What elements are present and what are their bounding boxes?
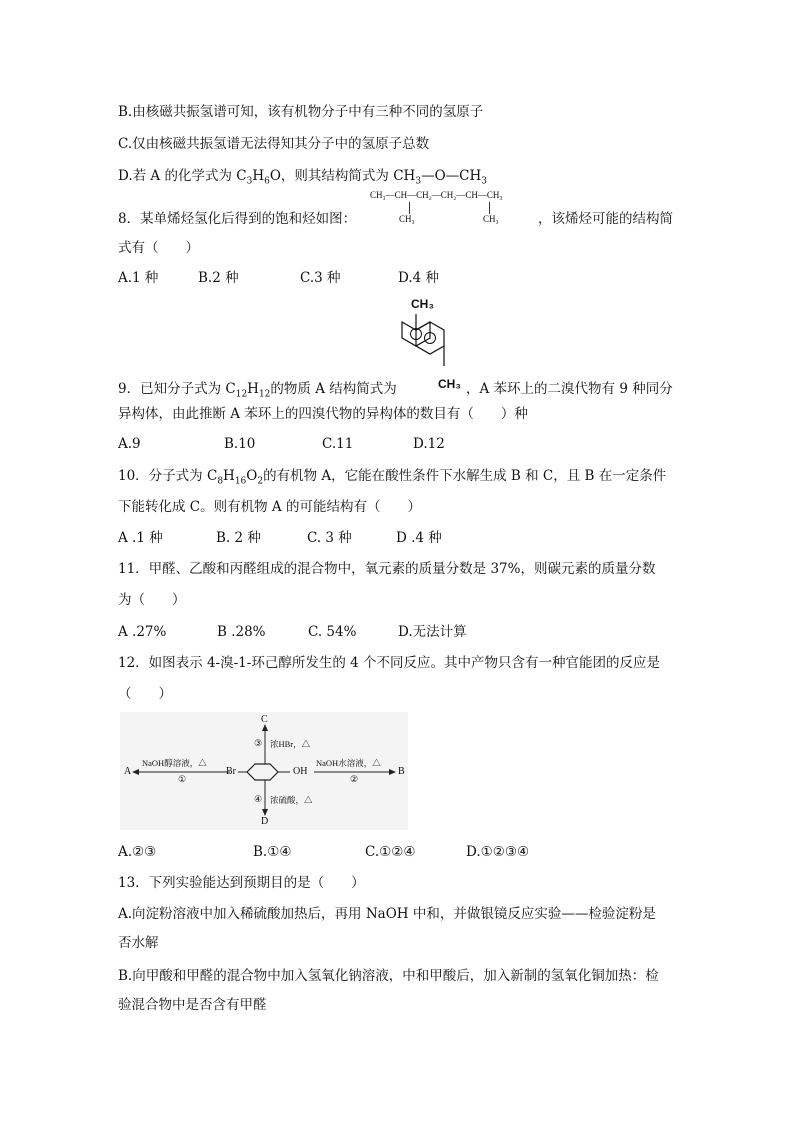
q12-product-d: D xyxy=(261,816,269,827)
q9-option-d: D.12 xyxy=(413,436,445,452)
q9-option-a: A.9 xyxy=(118,436,141,452)
q9-methyl-bottom: CH₃ xyxy=(438,377,461,391)
q12-reaction-arrows xyxy=(120,712,408,830)
q7-option-d: D.若 A 的化学式为 $C_3H_6O$，则其结构简式为 $CH_3—O—CH_3$ xyxy=(118,168,487,187)
q8-stem-line2: 式有（ ） xyxy=(118,240,199,256)
q12-reagent-1: NaOH醇溶液，△ xyxy=(142,758,207,768)
q12-option-c: C.①②④ xyxy=(365,844,416,860)
q8-bond-1 xyxy=(409,202,410,214)
q7-option-b: B.由核磁共振氢谱可知，该有机物分子中有三种不同的氢原子 xyxy=(118,104,484,120)
q8-branch-1: CH₃ xyxy=(399,214,415,224)
q13-option-a: A.向淀粉溶液中加入稀硫酸加热后，再用 NaOH 中和，并做银镜反应实验——检验淀粉是 xyxy=(118,906,656,922)
q12-number-2: ② xyxy=(350,774,359,784)
q12-product-c: C xyxy=(261,714,268,725)
q11-stem: 11．甲醛、乙酸和丙醛组成的混合物中，氧元素的质量分数是 37%，则碳元素的质量分数 xyxy=(118,561,656,577)
q11-option-a: A .27% xyxy=(118,624,167,640)
q12-number-1: ① xyxy=(178,774,187,784)
q13-option-b-line2: 验混合物中是否含有甲醛 xyxy=(118,997,267,1013)
q12-option-d: D.①②③④ xyxy=(466,844,530,860)
q12-number-4: ④ xyxy=(254,794,263,804)
q8-option-b: B.2 种 xyxy=(198,270,239,286)
q11-option-b: B .28% xyxy=(217,624,266,640)
q10-option-b: B. 2 种 xyxy=(216,530,261,546)
q12-product-a: A xyxy=(124,766,132,777)
q10-option-c: C. 3 种 xyxy=(307,530,352,546)
q9-option-c: C.11 xyxy=(322,436,354,452)
q12-option-b: B.①④ xyxy=(253,844,292,860)
q9-stem-post: ，A 苯环上的二溴代物有 9 种同分 xyxy=(466,381,673,397)
q11-option-c: C. 54% xyxy=(308,624,357,640)
q10-option-a: A .1 种 xyxy=(118,530,163,546)
q9-option-b: B.10 xyxy=(224,436,256,452)
q13-option-a-line2: 否水解 xyxy=(118,935,159,951)
q11-stem-line2: 为（ ） xyxy=(118,592,186,608)
q9-methyl-top: CH₃ xyxy=(411,297,434,311)
q12-bromo-group: Br xyxy=(226,766,236,777)
q8-stem-post: ，该烯烃可能的结构简 xyxy=(538,211,673,227)
q8-option-d: D.4 种 xyxy=(398,270,440,286)
q10-option-d: D .4 种 xyxy=(396,530,442,546)
q9-dimethylnaphthalene-structure xyxy=(396,292,476,392)
q8-option-a: A.1 种 xyxy=(118,270,159,286)
q8-bond-2 xyxy=(489,202,490,214)
q8-structure-formula xyxy=(370,190,540,230)
q9-stem-line2: 异构体，由此推断 A 苯环上的四溴代物的异构体的数目有（ ）种 xyxy=(118,406,528,422)
q10-stem-line2: 下能转化成 C。则有机物 A 的可能结构有（ ） xyxy=(118,499,421,515)
q12-hydroxyl-group: OH xyxy=(293,766,308,777)
q9-stem: 9．已知分子式为 $C_{12}H_{12}$的物质 A 结构简式为 xyxy=(118,381,397,400)
q8-branch-2: CH₃ xyxy=(483,214,499,224)
q12-reaction-diagram xyxy=(120,712,408,830)
q12-reagent-3: 浓HBr，△ xyxy=(270,739,311,749)
q13-option-b: B.向甲酸和甲醛的混合物中加入氢氧化钠溶液，中和甲酸后，加入新制的氢氧化铜加热：检 xyxy=(118,968,659,984)
q12-reagent-2: NaOH水溶液，△ xyxy=(316,758,381,768)
q12-number-3: ③ xyxy=(254,738,263,748)
q12-stem: 12．如图表示 4-溴-1-环己醇所发生的 4 个不同反应。其中产物只含有一种官能团的反应是 xyxy=(118,655,661,671)
q8-option-c: C.3 种 xyxy=(300,270,341,286)
q8-main-chain: CH₃—CH—CH₂—CH₂—CH—CH₃ xyxy=(370,190,503,200)
q10-stem: 10．分子式为 $C_8H_{16}O_2$的有机物 A，它能在酸性条件下水解生成 B 和 C，且 B 在一定条件 xyxy=(118,468,667,487)
q12-product-b: B xyxy=(398,766,405,777)
q7-option-c: C.仅由核磁共振氢谱无法得知其分子中的氢原子总数 xyxy=(118,136,430,152)
q12-option-a: A.②③ xyxy=(118,844,157,860)
q11-option-d: D.无法计算 xyxy=(398,624,467,640)
q12-reagent-4: 浓硫酸，△ xyxy=(270,795,313,805)
q12-stem-line2: （ ） xyxy=(118,686,172,702)
q8-stem: 8．某单烯烃氢化后得到的饱和烃如图： xyxy=(118,211,357,227)
q13-stem: 13．下列实验能达到预期目的是（ ） xyxy=(118,875,365,891)
